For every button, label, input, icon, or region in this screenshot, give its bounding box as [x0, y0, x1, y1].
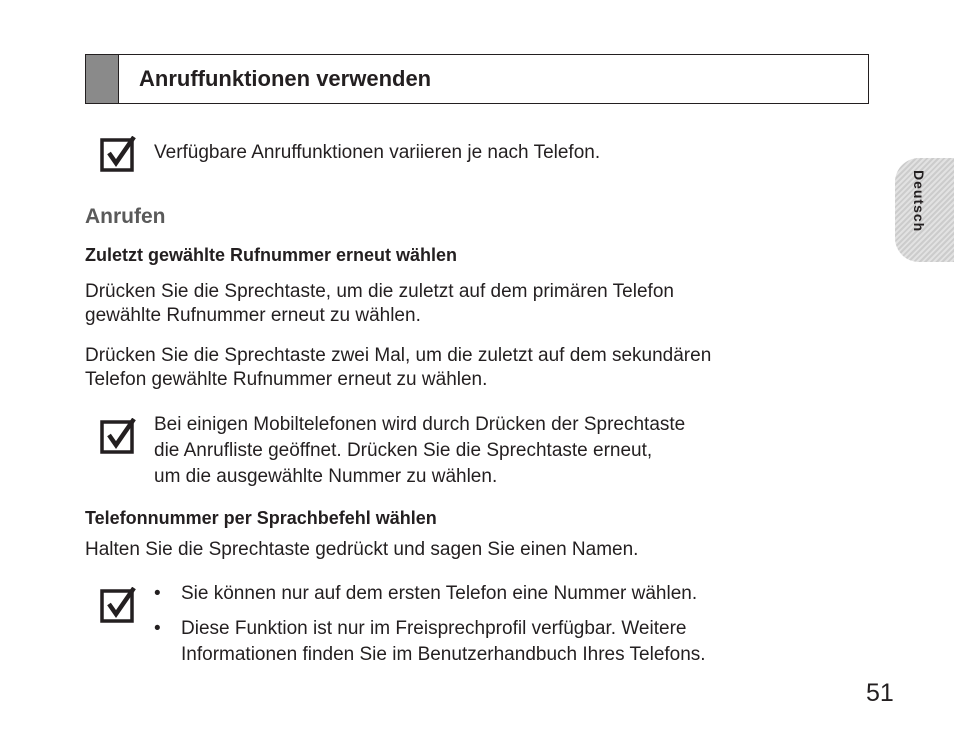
text-line: Diese Funktion ist nur im Freisprechprofil verfügbar. Weitere: [181, 618, 687, 639]
heading-anrufen: Anrufen: [85, 205, 166, 228]
text-line: Bei einigen Mobiltelefonen wird durch Drücken der Sprechtaste: [154, 414, 686, 435]
note-bullet-list: [154, 581, 706, 668]
text-line: die Anrufliste geöffnet. Drücken Sie die Sprechtaste erneut,: [154, 440, 653, 461]
subheading-redial: Zuletzt gewählte Rufnummer erneut wählen: [85, 245, 458, 265]
text-line: Telefon gewählte Rufnummer erneut zu wählen.: [85, 369, 488, 390]
text-line: Drücken Sie die Sprechtaste, um die zuletzt auf dem primären Telefon: [85, 281, 674, 302]
bullet-icon: •: [154, 583, 161, 604]
page-number: 51: [866, 679, 894, 707]
text-line: Drücken Sie die Sprechtaste zwei Mal, um die zuletzt auf dem sekundären: [85, 345, 712, 366]
section-header-bar: [86, 55, 119, 103]
language-tab-label: Deutsch: [911, 170, 927, 233]
section-title: Anruffunktionen verwenden: [139, 66, 432, 91]
note-call-list: [154, 412, 685, 490]
checkbox-check-icon: [100, 136, 136, 172]
subheading-voice-dial: Telefonnummer per Sprachbefehl wählen: [85, 508, 437, 528]
bullet-icon: •: [154, 618, 161, 639]
text-line: Sie können nur auf dem ersten Telefon eine Nummer wählen.: [181, 583, 698, 604]
section-header: [85, 54, 869, 104]
paragraph-voice-dial: Halten Sie die Sprechtaste gedrückt und sagen Sie einen Namen.: [85, 539, 639, 560]
checkbox-check-icon: [100, 587, 136, 623]
list-item: [154, 581, 706, 607]
language-tab: [895, 158, 954, 262]
list-item: [154, 616, 706, 668]
text-line: um die ausgewählte Nummer zu wählen.: [154, 466, 498, 487]
note-available-functions: Verfügbare Anruffunktionen variieren je nach Telefon.: [154, 142, 601, 163]
paragraph-redial-primary: [85, 280, 674, 328]
paragraph-redial-secondary: [85, 344, 711, 392]
text-line: Informationen finden Sie im Benutzerhandbuch Ihres Telefons.: [181, 644, 706, 665]
checkbox-check-icon: [100, 418, 136, 454]
text-line: gewählte Rufnummer erneut zu wählen.: [85, 305, 421, 326]
